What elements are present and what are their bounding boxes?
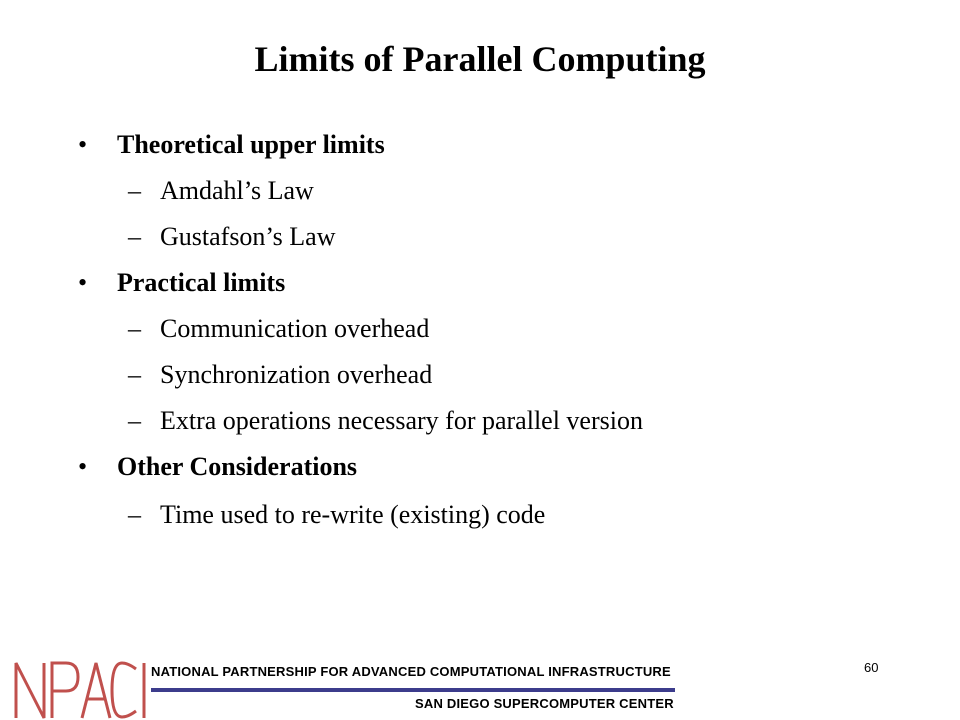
bullet-text: Practical limits <box>117 268 286 297</box>
sub-text: Communication overhead <box>160 314 430 343</box>
footer-divider <box>151 688 675 692</box>
bullet-marker: • <box>78 268 88 297</box>
slide-title: Limits of Parallel Computing <box>254 39 706 79</box>
bullet-text: Theoretical upper limits <box>117 130 385 159</box>
logo-text: NPACI <box>14 655 17 656</box>
sub-marker: – <box>128 360 141 389</box>
npaci-logo <box>14 655 149 720</box>
sub-text: Gustafson’s Law <box>160 222 336 251</box>
sub-marker: – <box>128 176 141 205</box>
sub-marker: – <box>128 314 141 343</box>
bullet-marker: • <box>78 452 88 481</box>
footer-center-name: SAN DIEGO SUPERCOMPUTER CENTER <box>415 696 674 711</box>
sub-marker: – <box>128 500 141 529</box>
sub-marker: – <box>128 222 141 251</box>
sub-text: Time used to re-write (existing) code <box>160 500 546 529</box>
page-number: 60 <box>864 660 879 675</box>
sub-marker: – <box>128 406 141 435</box>
sub-text: Extra operations necessary for parallel version <box>160 406 643 435</box>
bullet-text: Other Considerations <box>117 452 358 481</box>
footer-org-name: NATIONAL PARTNERSHIP FOR ADVANCED COMPUTATIONAL INFRASTRUCTURE <box>151 664 671 679</box>
bullet-marker: • <box>78 130 88 159</box>
sub-text: Amdahl’s Law <box>160 176 314 205</box>
sub-text: Synchronization overhead <box>160 360 433 389</box>
